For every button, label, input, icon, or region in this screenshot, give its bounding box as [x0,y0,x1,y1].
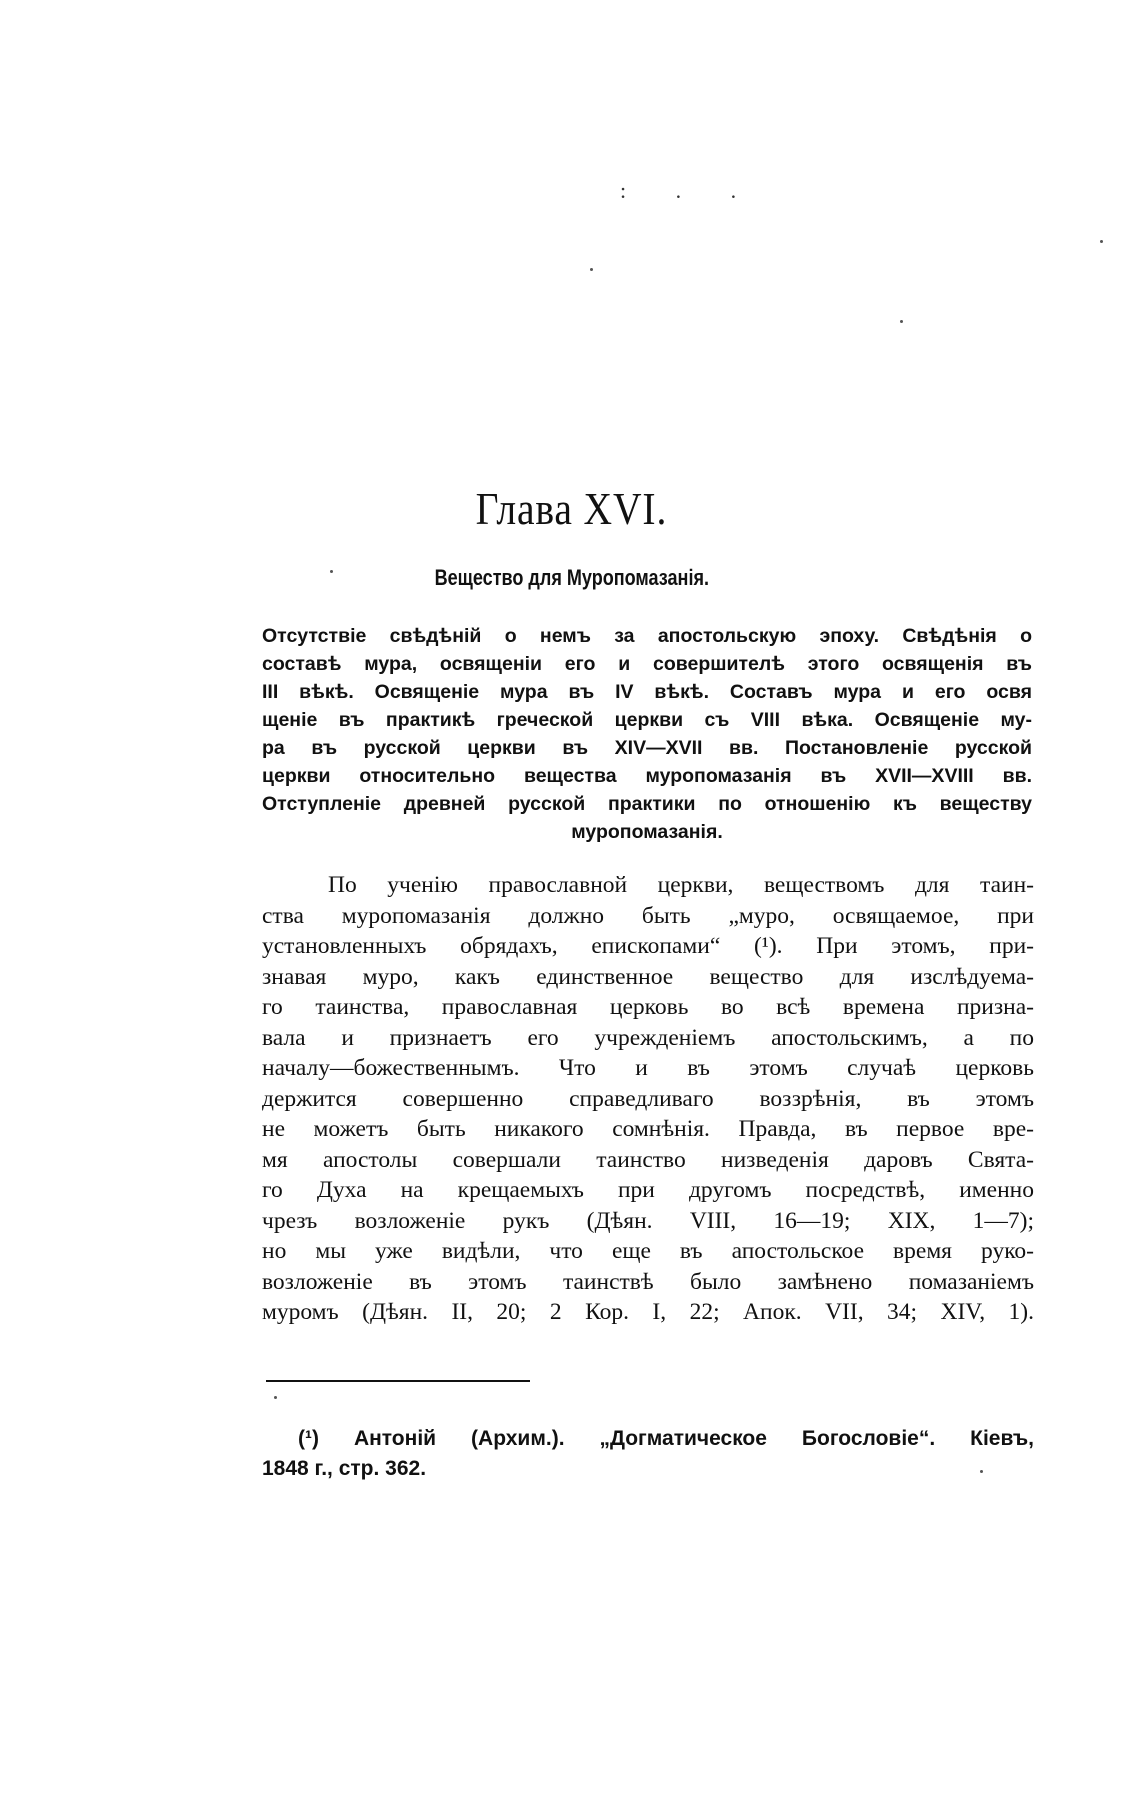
main-paragraph [262,870,1034,1328]
chapter-subject: Вещество для Муропомазанія. [434,565,709,590]
print-speck [1100,240,1103,243]
print-speck [274,1396,277,1399]
print-speck [330,570,333,573]
summary-line: церкви относительно вещества муропомазанія въ XVII—XVIII вв. [262,765,1032,787]
footnote-marker: (¹) [298,1427,319,1450]
summary-line: Отсутствіе свѣдѣній о немъ за апостольскую эпоху. Свѣдѣнія о [262,625,1032,647]
footnote-divider [266,1380,530,1382]
summary-line: Отступленіе древней русской практики по отношенію къ веществу [262,793,1032,815]
page-marks: : . . [620,178,759,203]
body-line: По ученію православной церкви, веществомъ для таин- [328,872,1034,898]
body-line: установленныхъ обрядахъ, епископами“ (¹). При этомъ, при- [262,933,1034,959]
summary-line: III вѣкѣ. Освященіе мура въ IV вѣкѣ. Составъ мура и его освя [262,681,1032,703]
footnote-line [262,1424,1034,1454]
body-line: го Духа на крещаемыхъ при другомъ посредствѣ, именно [262,1177,1034,1203]
footnote-line: 1848 г., стр. 362. [262,1457,427,1480]
body-line: муромъ (Дѣян. II, 20; 2 Кор. I, 22; Апок. VII, 34; XIV, 1). [262,1299,1034,1325]
summary-line: муропомазанія. [571,821,723,843]
body-line: не можетъ быть никакого сомнѣнія. Правда, въ первое вре- [262,1116,1034,1142]
summary-line: ра въ русской церкви въ XIV—XVII вв. Постановленіе русской [262,737,1032,759]
body-line: знавая муро, какъ единственное вещество для изслѣдуема- [262,963,1034,990]
chapter-title: Глава XVI. [475,483,668,534]
print-speck [980,1470,983,1473]
print-speck [900,320,903,323]
footnote-citation: Антоній (Архим.). „Догматическое Богословіе“. Кіевъ, [353,1427,1034,1450]
footnote [262,1424,1034,1484]
chapter-summary [262,622,1032,846]
body-line: го таинства, православная церковь во всѣ времена призна- [262,994,1034,1020]
body-line: но мы уже видѣли, что еще въ апостольское время руко- [262,1238,1034,1264]
body-line: держится совершенно справедливаго воззрѣнія, въ этомъ [262,1085,1034,1112]
summary-line: щеніе въ практикѣ греческой церкви съ VIII вѣка. Освященіе му- [262,709,1032,731]
body-line: вала и признаетъ его учрежденіемъ апостольскимъ, а по [262,1024,1034,1051]
body-line: чрезъ возложеніе рукъ (Дѣян. VIII, 16—19; XIX, 1—7); [262,1207,1034,1234]
body-line: ства муропомазанія должно быть „муро, освящаемое, при [262,902,1034,929]
body-line: возложеніе въ этомъ таинствѣ было замѣнено помазаніемъ [262,1268,1034,1295]
body-line: началу—божественнымъ. Что и въ этомъ случаѣ церковь [262,1055,1034,1081]
summary-line: составѣ мура, освященіи его и совершителѣ этого освященія въ [262,653,1032,675]
body-line: мя апостолы совершали таинство низведенія даровъ Свята- [262,1146,1034,1173]
print-speck [590,268,593,271]
